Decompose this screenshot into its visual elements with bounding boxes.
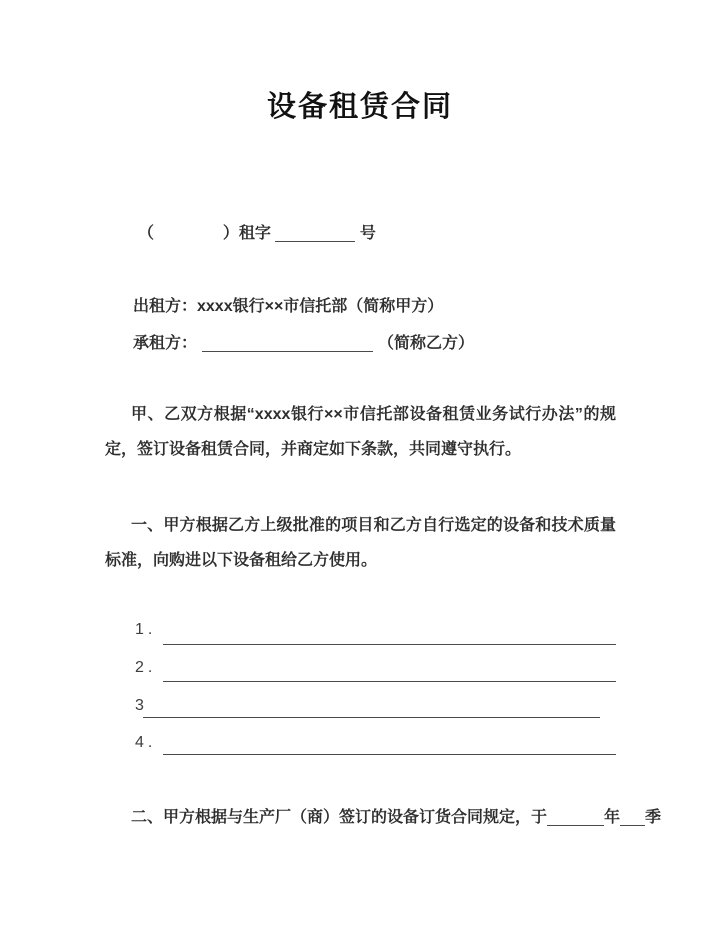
list-item-number: 1. xyxy=(135,621,157,638)
lessee-name-blank-line xyxy=(202,333,373,352)
lessee-line xyxy=(133,330,474,353)
year-blank-line xyxy=(547,807,604,826)
list-item-blank-line xyxy=(143,717,600,718)
list-item-blank-line xyxy=(163,644,616,645)
clause-1-paragraph: 一、甲方根据乙方上级批准的项目和乙方自行选定的设备和技术质量标准，向购进以下设备租给乙方使用。 xyxy=(105,517,616,569)
lessee-label: 承租方： xyxy=(133,335,198,352)
contract-number-blank-line xyxy=(275,223,355,242)
open-paren: （ xyxy=(138,225,155,242)
contract-number-label: ）租字 xyxy=(222,225,271,242)
lessor-line: 出租方：xxxx银行××市信托部（简称甲方） xyxy=(133,298,444,315)
clause-2-paragraph xyxy=(105,800,662,835)
clause-2-text: 二、甲方根据与生产厂（商）签订的设备订货合同规定，于 xyxy=(131,809,548,826)
list-item-blank-line xyxy=(163,681,616,682)
list-item-number: 3 xyxy=(135,697,148,714)
intro-paragraph: 甲、乙双方根据“xxxx银行××市信托部设备租赁业务试行办法”的规定，签订设备租赁合同，并商定如下条款，共同遵守执行。 xyxy=(105,406,616,458)
document-title: 设备租赁合同 xyxy=(266,91,453,123)
year-label: 年 xyxy=(604,809,621,826)
quarter-label: 季 xyxy=(645,809,662,826)
quarter-blank-line xyxy=(620,807,645,826)
contract-number-suffix: 号 xyxy=(359,225,376,242)
list-item-blank-line xyxy=(163,754,616,755)
list-item-number: 4. xyxy=(135,734,157,751)
contract-number-line xyxy=(138,220,376,243)
list-item-number: 2. xyxy=(135,659,157,676)
lessee-suffix: （简称乙方） xyxy=(378,335,475,352)
